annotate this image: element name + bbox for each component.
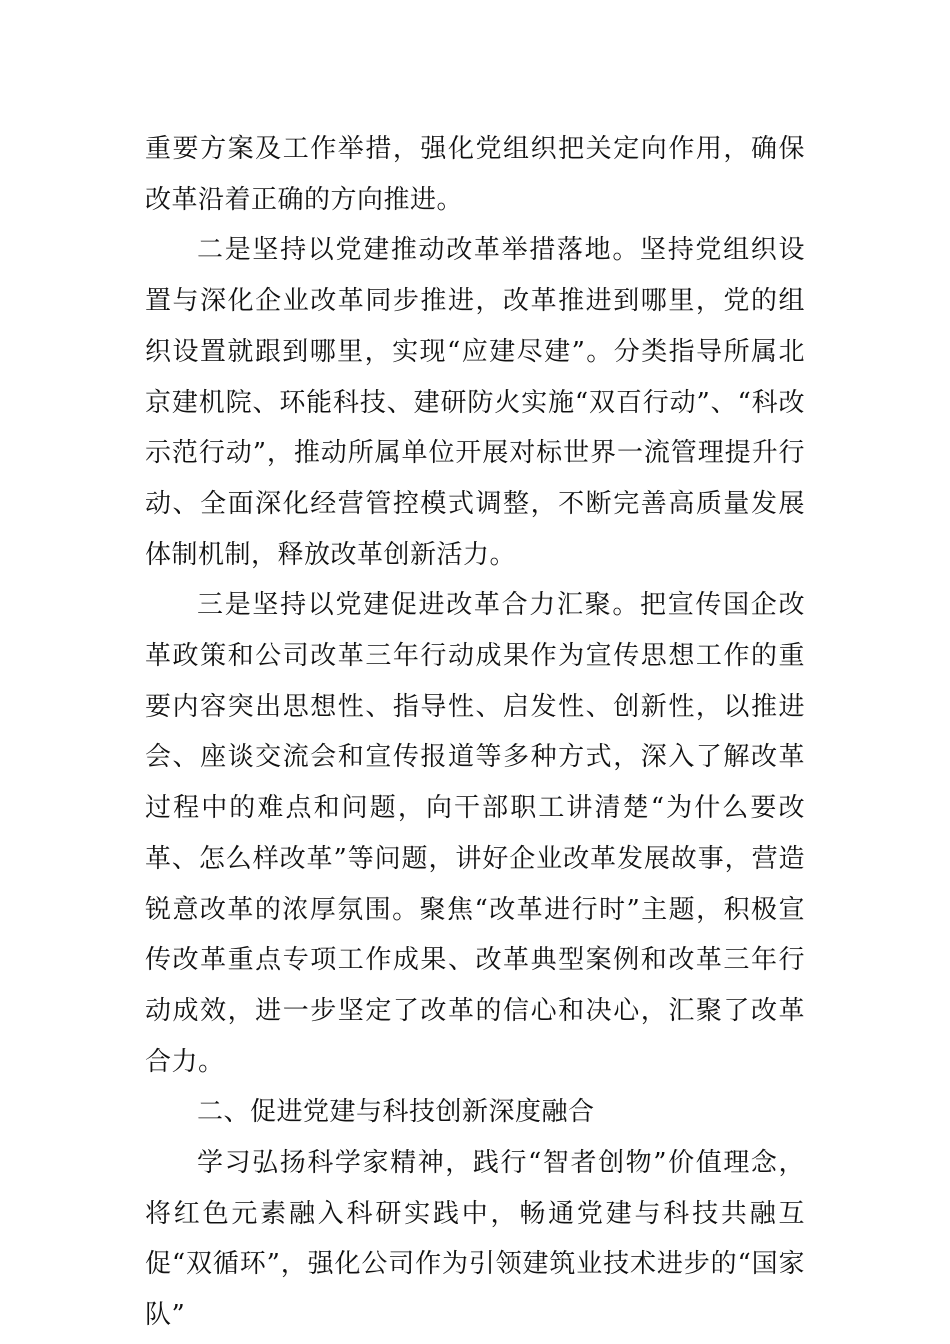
paragraph-science-innovation: 学习弘扬科学家精神，践行“智者创物”价值理念，将红色元素融入科研实践中，畅通党建与科技共融互促“双循环”，强化公司作为引领建筑业技术进步的“国家队” [145, 1148, 805, 1331]
paragraph-continuation: 重要方案及工作举措，强化党组织把关定向作用，确保改革沿着正确的方向推进。 [145, 134, 805, 215]
paragraph-point-two: 二是坚持以党建推动改革举措落地。坚持党组织设置与深化企业改革同步推进，改革推进到哪里，党的组织设置就跟到哪里，实现“应建尽建”。分类指导所属北京建机院、环能科技、建研防火实施“双百行动”、“科改示范行动”，推动所属单位开展对标世界一流管理提升行动、全面深化经营管控模式调整，不断完善高质量发展体制机制，释放改革创新活力。 [145, 235, 805, 570]
document-body [145, 124, 805, 1341]
section-heading: 二、促进党建与科技创新深度融合 [197, 1097, 595, 1128]
paragraph-point-three: 三是坚持以党建促进改革合力汇聚。把宣传国企改革政策和公司改革三年行动成果作为宣传思想工作的重要内容突出思想性、指导性、启发性、创新性，以推进会、座谈交流会和宣传报道等多种方式，深入了解改革过程中的难点和问题，向干部职工讲清楚“为什么要改革、怎么样改革”等问题，讲好企业改革发展故事，营造锐意改革的浓厚氛围。聚焦“改革进行时”主题，积极宣传改革重点专项工作成果、改革典型案例和改革三年行动成效，进一步坚定了改革的信心和决心，汇聚了改革合力。 [145, 590, 805, 1077]
